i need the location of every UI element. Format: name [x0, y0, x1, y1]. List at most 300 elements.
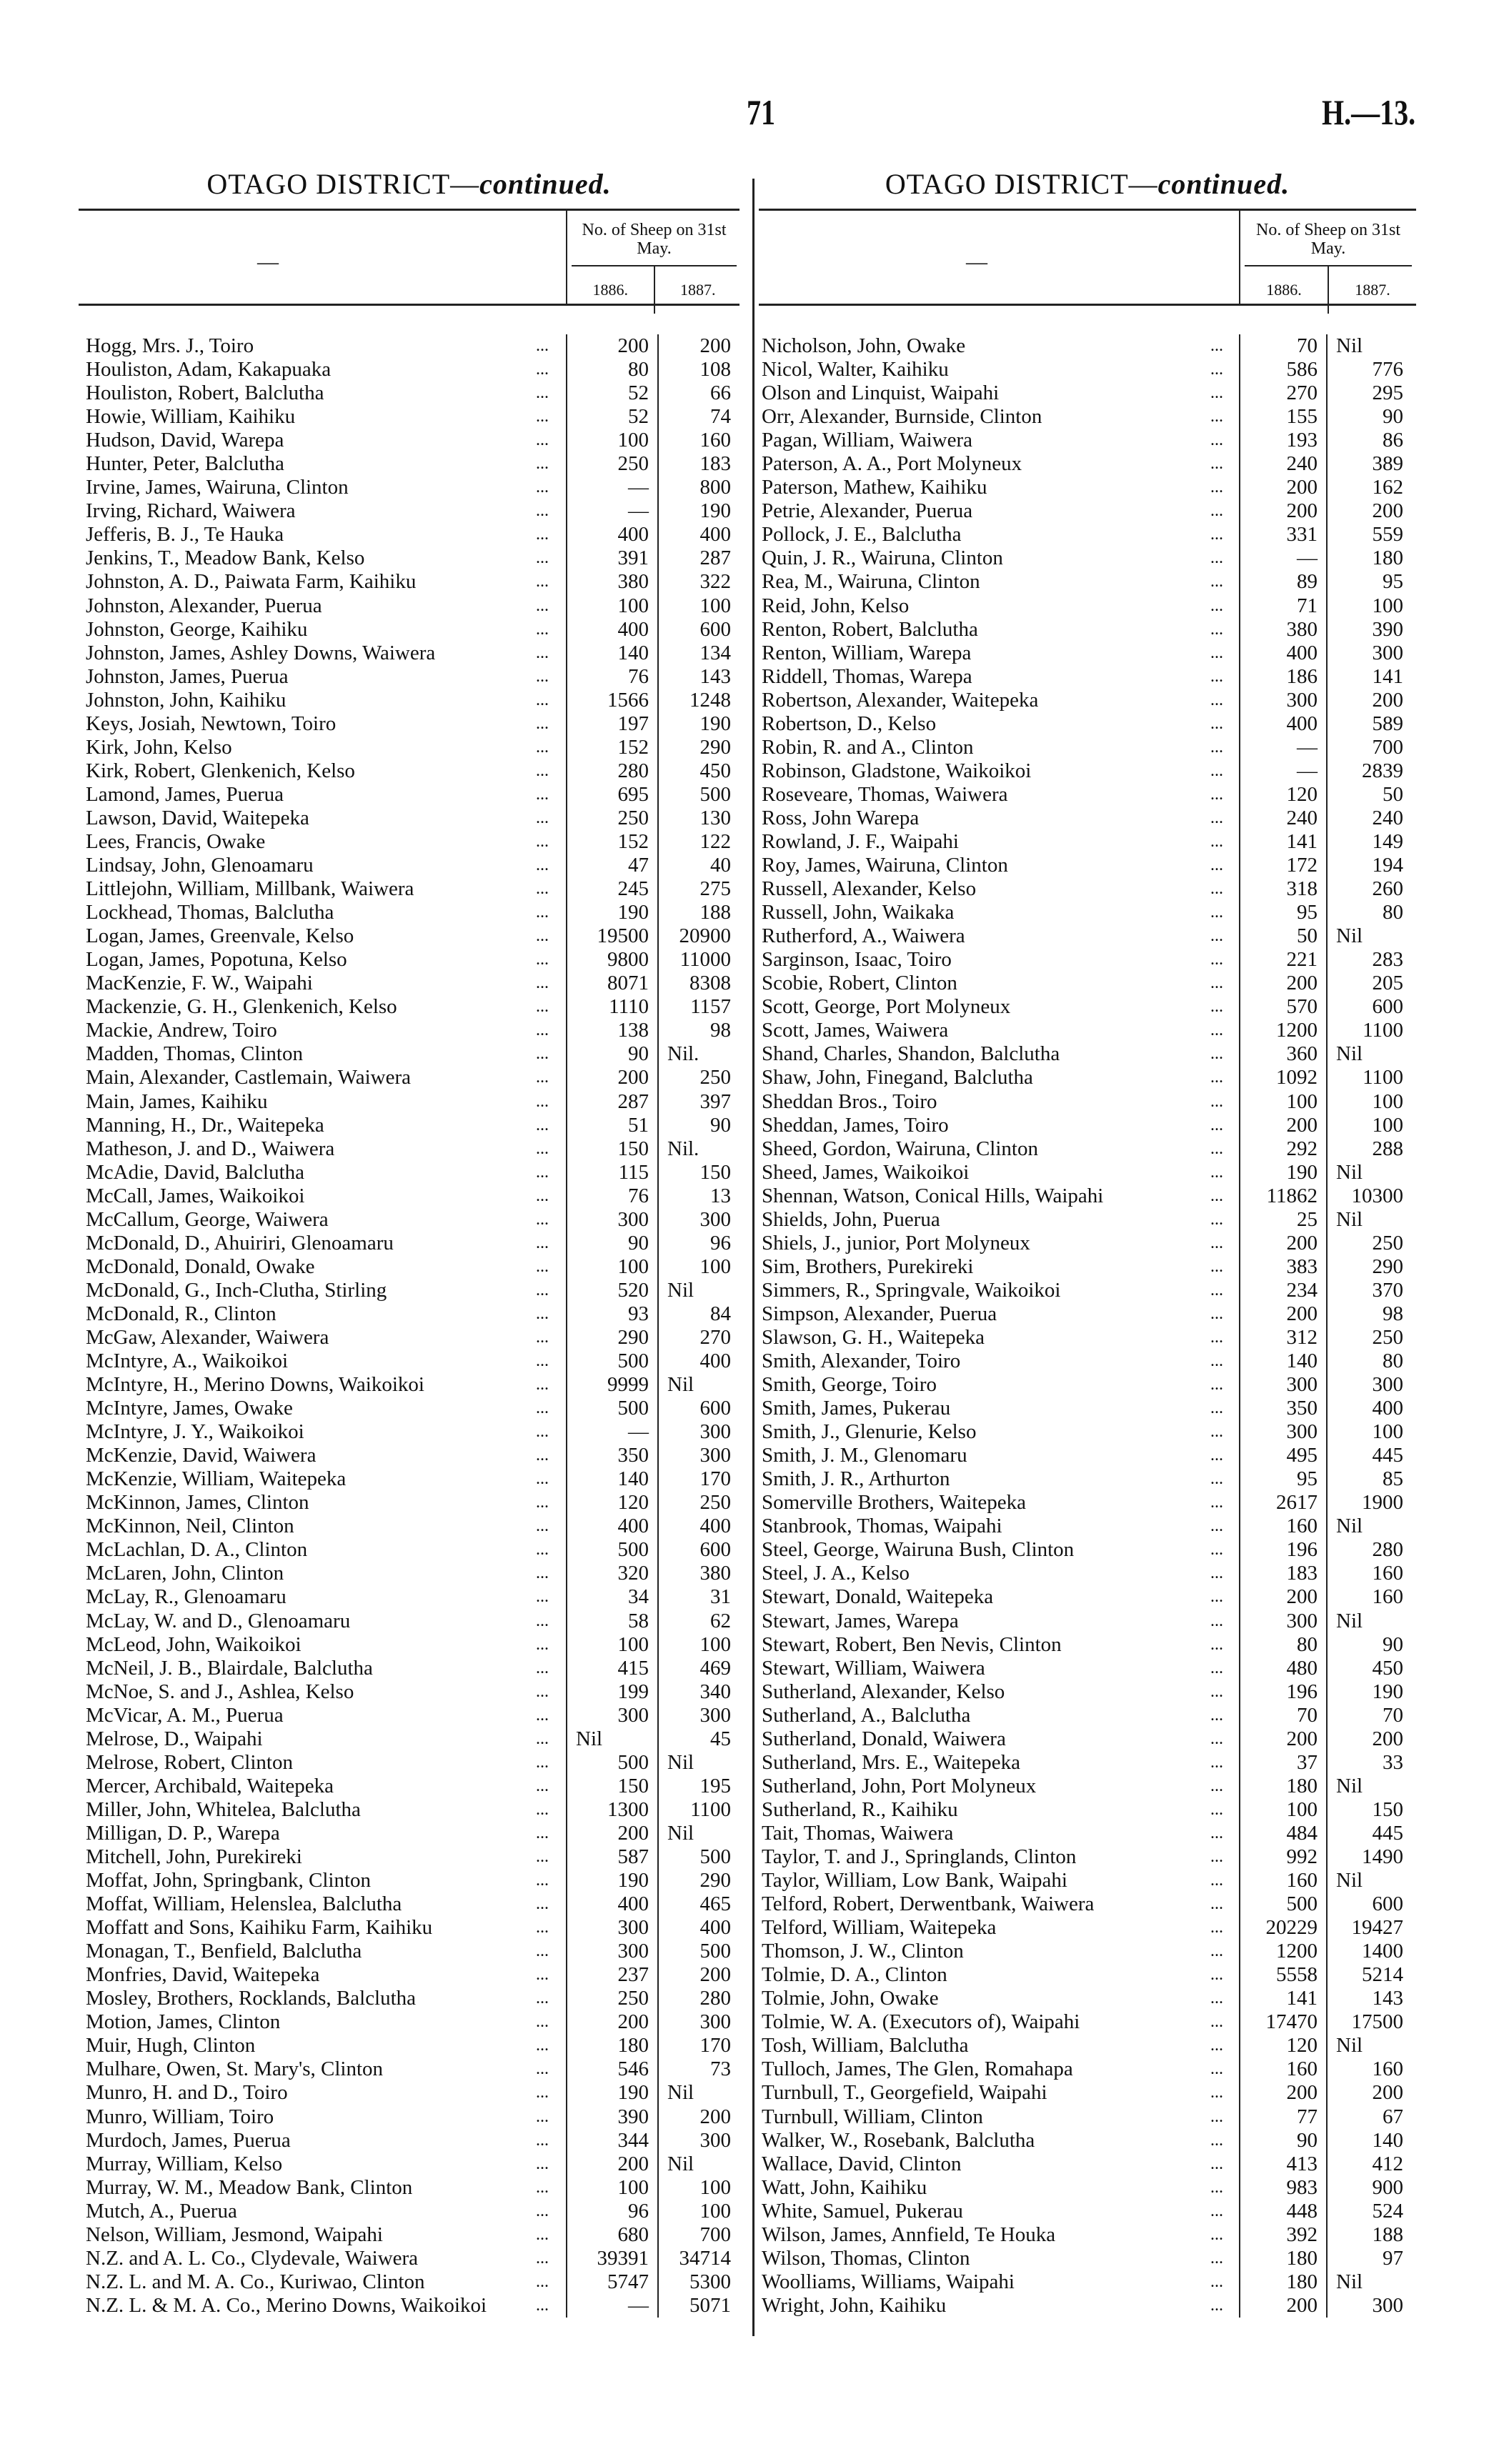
leader-dots: ... [1210, 596, 1223, 615]
table-row [79, 547, 739, 570]
sheep-1887: Nil [1326, 924, 1412, 948]
owner-name: Miller, John, Whitelea, Balclutha [86, 1797, 361, 1821]
leader-dots: ... [536, 1375, 549, 1395]
owner-name: Murdoch, James, Puerua [86, 2128, 291, 2152]
table-row [759, 2105, 1416, 2129]
table-row [79, 995, 739, 1019]
owner-name: Motion, James, Clinton [86, 2010, 281, 2034]
leader-dots: ... [536, 502, 549, 521]
table-row [79, 2129, 739, 2153]
owner-name: Johnston, George, Kaihiku [86, 617, 308, 641]
owner-name: McLay, W. and D., Glenoamaru [86, 1609, 351, 1632]
sheep-1887: 5071 [657, 2294, 739, 2318]
leader-dots: ... [1210, 431, 1223, 450]
owner-name: Turnbull, William, Clinton [762, 2105, 983, 2128]
sheep-1887: 260 [1326, 877, 1412, 901]
year-1886-header: 1886. [592, 281, 628, 299]
owner-name: Mulhare, Owen, St. Mary's, Clinton [86, 2058, 384, 2081]
table-row [79, 1042, 739, 1066]
heading-text: OTAGO DISTRICT— [885, 168, 1158, 200]
sheep-1887: 84 [657, 1302, 739, 1326]
leader-dots: ... [1210, 974, 1223, 993]
owner-name: Mackie, Andrew, Toiro [86, 1019, 277, 1042]
table-row [79, 1822, 739, 1845]
leader-dots: ... [536, 2107, 549, 2126]
table-row [759, 1444, 1416, 1467]
sheep-1886: 331 [1239, 523, 1326, 547]
table-row [759, 2176, 1416, 2200]
table-body [79, 306, 739, 2318]
leader-dots: ... [1210, 997, 1223, 1017]
sheep-1886: 318 [1239, 877, 1326, 901]
owner-name: Telford, Robert, Derwentbank, Waiwera [762, 1892, 1095, 1916]
sheep-1886: 391 [566, 547, 657, 570]
table-row [79, 948, 739, 972]
sheep-1887: Nil [1326, 1208, 1412, 1232]
leader-dots: ... [536, 1139, 549, 1158]
year-1887-header: 1887. [654, 266, 742, 314]
sheep-1887: 190 [1326, 1680, 1412, 1704]
table-row [79, 2153, 739, 2176]
sheep-1887: 200 [1326, 2081, 1412, 2105]
owner-name: Taylor, William, Low Bank, Waipahi [762, 1869, 1067, 1892]
owner-name: Renton, Robert, Balclutha [762, 617, 978, 641]
leader-dots: ... [536, 2154, 549, 2173]
table-row [79, 2058, 739, 2081]
sheep-1887: 400 [657, 1350, 739, 1373]
sheep-1886: 172 [1239, 854, 1326, 877]
table-row [759, 2058, 1416, 2081]
table-row [79, 1326, 739, 1350]
owner-name: Roseveare, Thomas, Waiwera [762, 782, 1008, 806]
owner-name: Lawson, David, Waitepeka [86, 806, 309, 829]
owner-name: Rutherford, A., Waiwera [762, 924, 965, 948]
sheep-1887: 340 [657, 1680, 739, 1704]
sheep-1887: 389 [1326, 452, 1412, 476]
sheep-1887: Nil [1326, 2270, 1412, 2294]
owner-name: Main, James, Kaihiku [86, 1089, 268, 1113]
sheep-1886: 250 [566, 807, 657, 830]
owner-name: Smith, George, Toiro [762, 1373, 937, 1397]
owner-name: Jenkins, T., Meadow Bank, Kelso [86, 547, 365, 570]
sheep-1887: 100 [657, 1255, 739, 1279]
owner-name: Paterson, Mathew, Kaihiku [762, 476, 987, 499]
sheep-1886: 96 [566, 2200, 657, 2223]
sheep-1887: Nil [657, 2153, 739, 2176]
table-row [79, 1184, 739, 1208]
table-row [79, 1255, 739, 1279]
leader-dots: ... [1210, 1800, 1223, 1819]
table-row [759, 2010, 1416, 2034]
sheep-1886: 95 [1239, 1467, 1326, 1491]
leader-dots: ... [1210, 2154, 1223, 2173]
sheep-1887: 100 [657, 2200, 739, 2223]
sheep-1886: 150 [566, 1137, 657, 1161]
table-row [79, 2176, 739, 2200]
sheep-1887: Nil [1326, 334, 1412, 358]
sheep-1886: 292 [1239, 1137, 1326, 1161]
sheep-1886: 152 [566, 830, 657, 854]
owner-name: Telford, William, Waitepeka [762, 1916, 997, 1940]
owner-name: Sheed, James, Waikoikoi [762, 1160, 970, 1184]
sheep-1886: 392 [1239, 2223, 1326, 2247]
page-number: 71 [747, 92, 775, 132]
leader-dots: ... [1210, 407, 1223, 427]
leader-dots: ... [1210, 2060, 1223, 2079]
leader-dots: ... [536, 619, 549, 639]
leader-dots: ... [1210, 1517, 1223, 1536]
owner-name: Nicol, Walter, Kaihiku [762, 358, 949, 381]
sheep-1887: 287 [657, 547, 739, 570]
sheep-1886: 76 [566, 1184, 657, 1208]
owner-name: Smith, J. R., Arthurton [762, 1467, 950, 1491]
sheep-1887: 300 [1326, 1373, 1412, 1397]
sheep-1887: 66 [657, 381, 739, 405]
owner-name: Manning, H., Dr., Waitepeka [86, 1113, 324, 1137]
sheep-1886: 100 [1239, 1090, 1326, 1114]
leader-dots: ... [536, 832, 549, 851]
sheep-1886: 587 [566, 1845, 657, 1869]
leader-dots: ... [536, 407, 549, 427]
table-row [79, 1491, 739, 1515]
sheep-1886: 250 [566, 452, 657, 476]
leader-dots: ... [536, 1847, 549, 1866]
leader-dots: ... [536, 1186, 549, 1205]
sheep-1887: 140 [1326, 2129, 1412, 2153]
leader-dots: ... [536, 384, 549, 403]
sheep-1886: 93 [566, 1302, 657, 1326]
table-row [79, 2034, 739, 2058]
table-row [759, 476, 1416, 499]
table-row [759, 1892, 1416, 1916]
owner-name: McLachlan, D. A., Clinton [86, 1538, 308, 1562]
sheep-1887: 300 [657, 2010, 739, 2034]
sheep-1887: 250 [657, 1491, 739, 1515]
leader-dots: ... [1210, 1422, 1223, 1442]
table-row [79, 1397, 739, 1420]
owner-name: Russell, Alexander, Kelso [762, 877, 977, 901]
table-row [759, 547, 1416, 570]
sheep-1887: 100 [1326, 1090, 1412, 1114]
table-row [759, 2270, 1416, 2294]
sheep-1886: 1200 [1239, 1019, 1326, 1042]
owner-name: Stewart, James, Warepa [762, 1609, 959, 1632]
sheep-1886: 141 [1239, 830, 1326, 854]
owner-name: Mitchell, John, Purekireki [86, 1845, 302, 1868]
owner-name: McIntyre, James, Owake [86, 1397, 293, 1420]
sheep-1887: 100 [1326, 594, 1412, 618]
table-row [79, 1232, 739, 1255]
sheep-1887: 300 [1326, 642, 1412, 665]
owner-name: Robin, R. and A., Clinton [762, 735, 974, 759]
sheep-1886: 390 [566, 2105, 657, 2129]
sheep-1887: 400 [657, 1515, 739, 1538]
leader-dots: ... [536, 690, 549, 709]
sheep-1887: 183 [657, 452, 739, 476]
sheep-1886: 200 [1239, 972, 1326, 995]
sheep-1887: 190 [657, 712, 739, 736]
owner-name: Tulloch, James, The Glen, Romahapa [762, 2058, 1073, 2081]
sheep-1887: 200 [1326, 499, 1412, 523]
table-row [759, 1680, 1416, 1704]
sheep-1886: 400 [566, 523, 657, 547]
leader-dots: ... [536, 950, 549, 969]
leader-dots: ... [536, 549, 549, 568]
owner-name: Main, Alexander, Castlemain, Waiwera [86, 1066, 411, 1089]
table-row [759, 1397, 1416, 1420]
sheep-1887: 283 [1326, 948, 1412, 972]
owner-name: Logan, James, Popotuna, Kelso [86, 948, 347, 972]
sheep-1887: 90 [657, 1114, 739, 1137]
sheep-1887: Nil [657, 1751, 739, 1775]
owner-name: N.Z. L. & M. A. Co., Merino Downs, Waikoikoi [86, 2293, 487, 2317]
sheep-count-label: No. of Sheep on 31st May. [572, 211, 737, 266]
sheep-1886: 120 [566, 1491, 657, 1515]
table-row [759, 1775, 1416, 1798]
sheep-1887: 8308 [657, 972, 739, 995]
owner-name: N.Z. and A. L. Co., Clydevale, Waiwera [86, 2246, 419, 2270]
sheep-1886: 5747 [566, 2270, 657, 2294]
owner-name: Wilson, James, Annfield, Te Houka [762, 2223, 1056, 2246]
sheep-1886: 200 [1239, 2294, 1326, 2318]
table-row [759, 1232, 1416, 1255]
table-body [759, 306, 1416, 2318]
sheep-1887: 188 [657, 901, 739, 924]
owner-name: McLaren, John, Clinton [86, 1562, 284, 1585]
leader-dots: ... [1210, 1068, 1223, 1087]
sheep-1887: 45 [657, 1727, 739, 1751]
owner-name: Sutherland, A., Balclutha [762, 1703, 971, 1727]
sheep-1886: 90 [566, 1042, 657, 1066]
table-row [79, 1916, 739, 1940]
sheep-1886: 120 [1239, 783, 1326, 807]
table-row [79, 2270, 739, 2294]
leader-dots: ... [1210, 1564, 1223, 1583]
sheep-1886: 155 [1239, 405, 1326, 429]
leader-dots: ... [1210, 2225, 1223, 2244]
owner-name: Stanbrook, Thomas, Waipahi [762, 1515, 1002, 1538]
table-row [759, 1208, 1416, 1232]
leader-dots: ... [1210, 1989, 1223, 2008]
leader-dots: ... [1210, 1304, 1223, 1323]
leader-dots: ... [536, 737, 549, 757]
sheep-1887: 11000 [657, 948, 739, 972]
table-row [759, 1633, 1416, 1657]
leader-dots: ... [536, 643, 549, 662]
owner-name: Robertson, D., Kelso [762, 712, 937, 735]
owner-name: Riddell, Thomas, Warepa [762, 664, 972, 688]
sheep-1886: 200 [1239, 476, 1326, 499]
sheep-1887: 295 [1326, 381, 1412, 405]
sheep-1887: 500 [657, 1940, 739, 1963]
sheep-1887: 400 [1326, 1397, 1412, 1420]
sheep-1886: 380 [566, 570, 657, 594]
owner-name: Stewart, Donald, Waitepeka [762, 1585, 994, 1609]
table-row [79, 736, 739, 759]
table-row [759, 1704, 1416, 1727]
leader-dots: ... [1210, 1021, 1223, 1040]
owner-name: Sutherland, R., Kaihiku [762, 1797, 958, 1821]
sheep-1887: 390 [1326, 618, 1412, 642]
leader-dots: ... [1210, 2201, 1223, 2220]
sheep-1886: 50 [1239, 924, 1326, 948]
sheep-1886: 196 [1239, 1538, 1326, 1562]
owner-name: Olson and Linquist, Waipahi [762, 381, 1000, 405]
sheep-1887: 31 [657, 1585, 739, 1609]
leader-dots: ... [536, 2225, 549, 2244]
sheep-1887: 1100 [1326, 1019, 1412, 1042]
sheep-1887: 600 [657, 618, 739, 642]
owner-name: Lamond, James, Puerua [86, 782, 284, 806]
sheep-1887: 70 [1326, 1704, 1412, 1727]
table-row [759, 1538, 1416, 1562]
sheep-1886: 160 [1239, 2058, 1326, 2081]
sheep-1886: 193 [1239, 429, 1326, 452]
sheep-1886: 200 [566, 1822, 657, 1845]
sheep-1887: 397 [657, 1090, 739, 1114]
leader-dots: ... [1210, 832, 1223, 851]
sheep-1886: 480 [1239, 1657, 1326, 1680]
sheep-1887: 134 [657, 642, 739, 665]
table-row [759, 570, 1416, 594]
sheep-1886: 300 [566, 1704, 657, 1727]
leader-dots: ... [536, 1327, 549, 1347]
table-row [759, 1279, 1416, 1302]
owner-name: Moffatt and Sons, Kaihiku Farm, Kaihiku [86, 1916, 433, 1940]
sheep-1887: 160 [657, 429, 739, 452]
sheep-1887: 500 [657, 1845, 739, 1869]
owner-name: McKenzie, William, Waitepeka [86, 1467, 347, 1491]
sheep-1887: 17500 [1326, 2010, 1412, 2034]
sheep-1887: 90 [1326, 1633, 1412, 1657]
sheep-1887: 200 [657, 2105, 739, 2129]
leader-dots: ... [1210, 1139, 1223, 1158]
owner-name: Muir, Hugh, Clinton [86, 2034, 256, 2058]
sheep-1887: 300 [657, 1208, 739, 1232]
owner-name: Munro, H. and D., Toiro [86, 2081, 288, 2105]
owner-name: McDonald, R., Clinton [86, 1302, 277, 1325]
leader-dots: ... [1210, 1399, 1223, 1418]
table-row [79, 2223, 739, 2247]
leader-dots: ... [536, 927, 549, 946]
leader-dots: ... [536, 572, 549, 592]
leader-dots: ... [536, 761, 549, 780]
table-row [79, 1420, 739, 1444]
heading-continued: continued. [479, 168, 612, 200]
sheep-1886: — [1239, 736, 1326, 759]
owner-name: Shields, John, Puerua [762, 1207, 940, 1231]
leader-dots: ... [536, 1257, 549, 1276]
sheep-1887: 90 [1326, 405, 1412, 429]
owner-name: Munro, William, Toiro [86, 2105, 274, 2128]
owner-name: Sutherland, Mrs. E., Waitepeka [762, 1750, 1020, 1774]
table-row [759, 1940, 1416, 1963]
owner-name: Steel, J. A., Kelso [762, 1562, 910, 1585]
sheep-1886: 495 [1239, 1444, 1326, 1467]
owner-name: Mackenzie, G. H., Glenkenich, Kelso [86, 995, 397, 1019]
owner-name: McIntyre, A., Waikoikoi [86, 1350, 289, 1373]
leader-dots: ... [1210, 1682, 1223, 1701]
name-column-header: — [966, 250, 987, 274]
sheep-1887: 275 [657, 877, 739, 901]
sheep-1886: 140 [566, 1467, 657, 1491]
sheep-1886: 300 [566, 1208, 657, 1232]
sheep-1886: 270 [1239, 381, 1326, 405]
sheep-1886: 287 [566, 1090, 657, 1114]
sheep-1887: 10300 [1326, 1184, 1412, 1208]
table-row [759, 594, 1416, 618]
sheep-1886: 300 [1239, 1373, 1326, 1397]
table-row [759, 1350, 1416, 1373]
sheep-1887: 1400 [1326, 1940, 1412, 1963]
owner-name: Scott, George, Port Molyneux [762, 995, 1011, 1019]
sheep-1887: 130 [657, 807, 739, 830]
sheep-1887: 370 [1326, 1279, 1412, 1302]
leader-dots: ... [1210, 1752, 1223, 1772]
sheep-1886: 586 [1239, 358, 1326, 381]
table-row [79, 405, 739, 429]
table-row [79, 1987, 739, 2010]
owner-name: Robinson, Gladstone, Waikoikoi [762, 759, 1032, 782]
owner-name: Sheddan Bros., Toiro [762, 1089, 937, 1113]
sheep-1887: 190 [657, 499, 739, 523]
sheep-1886: 234 [1239, 1279, 1326, 1302]
sheep-1886: 200 [566, 334, 657, 358]
owner-name: Smith, Alexander, Toiro [762, 1350, 961, 1373]
sheep-1886: 383 [1239, 1255, 1326, 1279]
sheep-1886: 190 [566, 1869, 657, 1892]
table-header [79, 209, 739, 306]
owner-name: Houliston, Robert, Balclutha [86, 381, 324, 405]
table-row [79, 1869, 739, 1892]
sheep-1887: 465 [657, 1892, 739, 1916]
leader-dots: ... [536, 1564, 549, 1583]
owner-name: Johnston, James, Puerua [86, 664, 289, 688]
leader-dots: ... [1210, 1493, 1223, 1512]
leader-dots: ... [536, 2295, 549, 2315]
leader-dots: ... [536, 1989, 549, 2008]
leader-dots: ... [536, 974, 549, 993]
table-row [759, 854, 1416, 877]
leader-dots: ... [536, 1705, 549, 1725]
sheep-1886: 280 [566, 759, 657, 783]
sheep-1886: 100 [1239, 1798, 1326, 1822]
leader-dots: ... [536, 2012, 549, 2032]
table-row [759, 1798, 1416, 1822]
sheep-1886: 400 [566, 618, 657, 642]
owner-name: Madden, Thomas, Clinton [86, 1042, 303, 1066]
owner-name: Wallace, David, Clinton [762, 2152, 962, 2175]
table-row [759, 830, 1416, 854]
table-row [759, 1987, 1416, 2010]
sheep-1887: 160 [1326, 1585, 1412, 1609]
owner-name: Tolmie, W. A. (Executors of), Waipahi [762, 2010, 1080, 2034]
sheep-1887: 34714 [657, 2247, 739, 2270]
table-row [759, 523, 1416, 547]
owner-name: Sutherland, Alexander, Kelso [762, 1680, 1005, 1703]
leader-dots: ... [1210, 2295, 1223, 2315]
leader-dots: ... [1210, 879, 1223, 899]
leader-dots: ... [1210, 737, 1223, 757]
owner-name: McCall, James, Waikoikoi [86, 1184, 305, 1207]
sheep-1887: 200 [657, 334, 739, 358]
sheep-1886: 300 [566, 1940, 657, 1963]
sheep-1886: 300 [1239, 1610, 1326, 1633]
sheep-1887: 589 [1326, 712, 1412, 736]
sheep-1887: 97 [1326, 2247, 1412, 2270]
sheep-1887: 322 [657, 570, 739, 594]
owner-name: Moffat, William, Helenslea, Balclutha [86, 1892, 402, 1916]
